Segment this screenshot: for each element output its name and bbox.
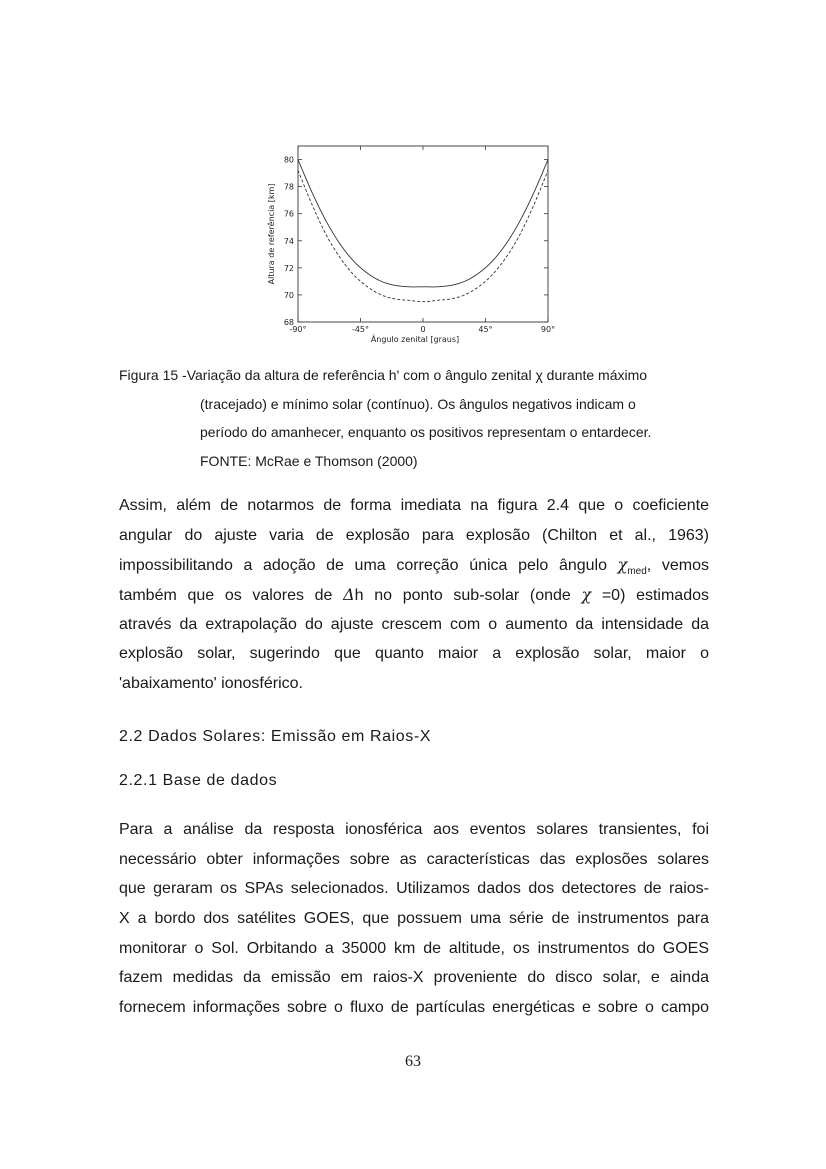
text-line: Assim, além de notarmos de forma imediata na figura 2.4 que o coeficiente — [119, 497, 709, 514]
caption-line-3: período do amanhecer, enquanto os positivos representam o entardecer. — [200, 424, 652, 440]
text-line: necessário obter informações sobre as características das explosões solares — [119, 850, 709, 868]
y-tick-label: 74 — [283, 236, 294, 246]
y-axis-label: Altura de referência [km] — [267, 183, 276, 285]
y-tick-label: 68 — [283, 318, 294, 327]
x-axis-label: Ângulo zenital [graus] — [370, 335, 460, 344]
caption-source: FONTE: McRae e Thomson (2000) — [200, 452, 418, 469]
text-line: através da extrapolação do ajuste crescem com o aumento da intensidade da — [119, 615, 709, 633]
subsection-heading: 2.2.1 Base de dados — [119, 772, 278, 789]
x-tick-label: 45° — [478, 325, 493, 334]
text-line: fazem medidas da emissão em raios-X proveniente do disco solar, e ainda — [119, 969, 709, 987]
y-tick-label: 72 — [283, 263, 294, 273]
section-heading: 2.2 Dados Solares: Emissão em Raios-X — [119, 728, 432, 745]
text-line: que geraram os SPAs selecionados. Utilizamos dados dos detectores de raios- — [119, 880, 709, 898]
text-line: 'abaixamento' ionosférico. — [119, 675, 303, 693]
text-line: monitorar o Sol. Orbitando a 35000 km de altitude, os instrumentos do GOES — [119, 939, 709, 957]
caption-line-2: (tracejado) e mínimo solar (contínuo). Os ângulos negativos indicam o — [200, 395, 636, 412]
text-line: Para a análise da resposta ionosférica aos eventos solares transientes, foi — [119, 821, 709, 838]
figure-15 — [262, 138, 562, 352]
x-tick-label: 90° — [540, 325, 556, 334]
plot-frame — [298, 146, 548, 322]
text-line: X a bordo dos satélites GOES, que possuem uma série de instrumentos para — [119, 910, 709, 928]
dashed-series-line — [298, 170, 548, 301]
x-tick-label: -90° — [289, 325, 307, 334]
caption-label: Figura 15 - — [119, 367, 187, 383]
text-line: também que os valores de Δh no ponto sub-solar (onde χ =0) estimados — [119, 585, 709, 605]
chi-symbol: χ — [581, 585, 592, 605]
figure-caption — [119, 361, 719, 475]
x-tick-label: 0 — [420, 325, 426, 334]
y-tick-label: 76 — [283, 209, 294, 219]
page-number: 63 — [405, 1053, 421, 1070]
zenith-angle-chart — [262, 138, 562, 352]
paragraph-1 — [119, 491, 709, 699]
chi-symbol: χ — [617, 555, 628, 575]
text-line: fornecem informações sobre o fluxo de partículas energéticas e sobre o campo — [119, 999, 709, 1017]
y-tick-label: 80 — [283, 155, 294, 165]
x-tick-label: -45° — [351, 325, 370, 334]
paragraph-2 — [119, 815, 709, 1023]
delta-symbol: Δ — [343, 585, 355, 605]
caption-line-1: Variação da altura de referência h' com o ângulo zenital χ durante máximo — [186, 367, 648, 383]
text-line: explosão solar, sugerindo que quanto maior a explosão solar, maior o — [119, 645, 709, 663]
solid-series-line — [298, 160, 548, 287]
text-line: impossibilitando a adoção de uma correção única pelo ângulo $\chi_{med}$, vemos — [119, 555, 709, 578]
text-line: angular do ajuste varia de explosão para explosão (Chilton et al., 1963) — [119, 526, 709, 544]
y-tick-label: 78 — [283, 182, 294, 192]
y-tick-label: 70 — [283, 290, 294, 300]
